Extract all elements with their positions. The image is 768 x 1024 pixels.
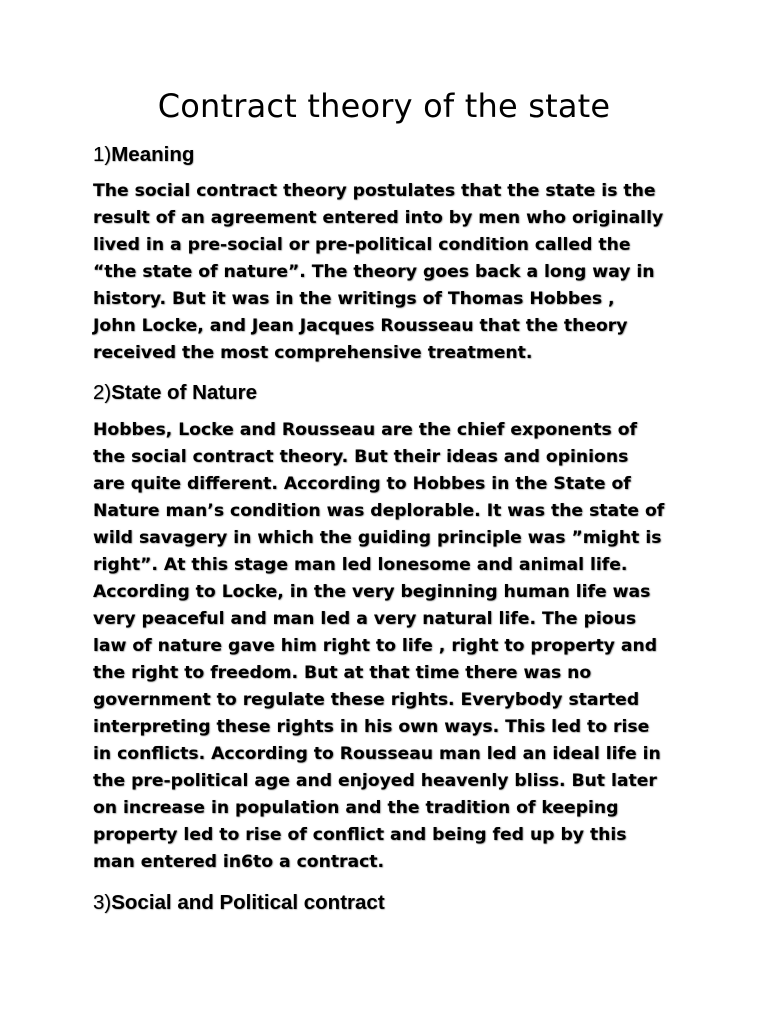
- paragraph-line: man entered in6to a contract.: [93, 852, 385, 872]
- paragraph-line: wild savagery in which the guiding principle was ”might is: [93, 528, 662, 548]
- page-title: Contract theory of the state: [157, 87, 611, 125]
- section-paragraph-state-of-nature: [93, 417, 693, 876]
- paragraph-line: government to regulate these rights. Everybody started: [93, 690, 640, 710]
- section-number: 3): [93, 891, 112, 914]
- section-heading-text: Social and Political contract: [111, 891, 385, 914]
- paragraph-line: on increase in population and the tradition of keeping: [93, 798, 619, 818]
- paragraph-line: John Locke, and Jean Jacques Rousseau that the theory: [93, 316, 628, 336]
- paragraph-line: law of nature gave him right to life , right to property and: [93, 636, 657, 656]
- paragraph-line: the right to freedom. But at that time there was no: [93, 663, 592, 683]
- paragraph-line: According to Locke, in the very beginning human life was: [93, 582, 651, 602]
- paragraph-line: Nature man’s condition was deplorable. It was the state of: [93, 501, 665, 521]
- paragraph-line: property led to rise of conflict and being fed up by this: [93, 825, 627, 845]
- section-heading-state-of-nature: [93, 379, 257, 407]
- section-heading-text: State of Nature: [111, 381, 258, 404]
- paragraph-line: right”. At this stage man led lonesome and animal life.: [93, 555, 628, 575]
- section-number: 2): [93, 381, 112, 404]
- paragraph-line: “the state of nature”. The theory goes back a long way in: [93, 262, 655, 282]
- paragraph-line: lived in a pre-social or pre-political condition called the: [93, 235, 631, 255]
- paragraph-line: received the most comprehensive treatment.: [93, 343, 533, 363]
- paragraph-line: history. But it was in the writings of Thomas Hobbes ,: [93, 289, 615, 309]
- paragraph-line: Hobbes, Locke and Rousseau are the chief exponents of: [93, 420, 638, 440]
- section-paragraph-meaning: [93, 178, 693, 367]
- section-heading-text: Meaning: [111, 143, 195, 166]
- paragraph-line: interpreting these rights in his own ways. This led to rise: [93, 717, 650, 737]
- section-number: 1): [93, 143, 112, 166]
- paragraph-line: in conflicts. According to Rousseau man led an ideal life in: [93, 744, 661, 764]
- section-heading-social-political-contract: [93, 889, 385, 917]
- paragraph-line: the social contract theory. But their ideas and opinions: [93, 447, 629, 467]
- paragraph-line: are quite different. According to Hobbes in the State of: [93, 474, 631, 494]
- paragraph-line: very peaceful and man led a very natural life. The pious: [93, 609, 637, 629]
- section-heading-meaning: [93, 141, 194, 169]
- paragraph-line: result of an agreement entered into by men who originally: [93, 208, 664, 228]
- paragraph-line: The social contract theory postulates that the state is the: [93, 181, 656, 201]
- paragraph-line: the pre-political age and enjoyed heavenly bliss. But later: [93, 771, 657, 791]
